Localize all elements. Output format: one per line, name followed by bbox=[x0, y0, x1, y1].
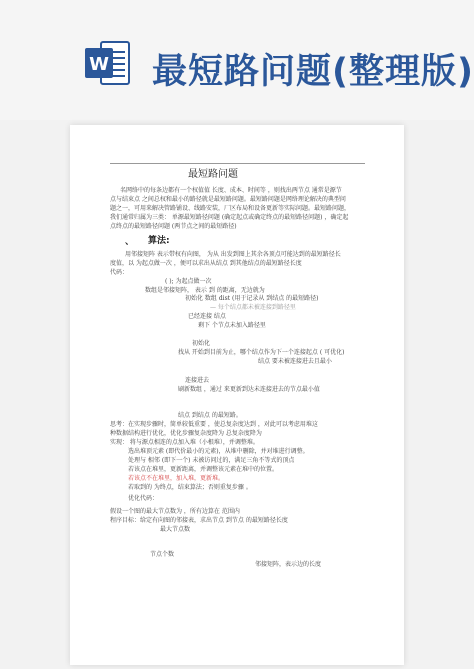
intro-line: 点与结束点 之间总权和最小的路径就是最短路问题。最短路问题是网络理论解决的典型问 bbox=[110, 196, 346, 203]
body-line: 若该点在堆里，更新距离，并调整该元素在堆中的位置。 bbox=[128, 466, 279, 473]
code-line: 找从 开始到目前为止，哪个结点作为下一个连接起点 ( 可优化) bbox=[178, 349, 345, 356]
body-line: 度值，以 为起点做一次 ，便可以求出从结点 到其他结点的最短路径长度 bbox=[110, 260, 302, 267]
section-heading: 算法: bbox=[148, 236, 170, 246]
svg-text:W: W bbox=[89, 54, 109, 75]
code-line: 初始化 数组 dist (用于记录从 到结点 的最短路径) bbox=[185, 295, 319, 302]
body-line: 思考：在实现步骤时，简单较低重要 ，使总复杂度达到 ，对此可以考虑用堆这 bbox=[110, 421, 318, 428]
intro-line: 题之一，可用来解决管路铺设、线路安装，厂区布局和设备更新等实际问题。最短路问题， bbox=[110, 205, 351, 212]
bullet-mark: 、 bbox=[125, 237, 135, 247]
code-line: — 每个结点都未被连接到路径里 bbox=[210, 304, 296, 311]
body-line: 若该点不在堆里，加入堆，更新堆。 bbox=[128, 475, 225, 482]
body-line: 种数据结构进行优化，优化步骤复杂度降为 总复杂度降为 bbox=[110, 430, 262, 437]
intro-line: 名网络中的每条边都有一个权值值 长度、成本、时间等 ，则找出两节点 通常是源节 bbox=[120, 187, 342, 194]
header-rule bbox=[110, 163, 365, 164]
body-line: 邻接矩阵，表示边的长度 bbox=[255, 561, 322, 568]
body-line: 实现： 将与源点相连的点加入堆（小根堆），并调整堆。 bbox=[110, 439, 259, 446]
body-line: 若取到的 为终点，结束算法；否则重复步骤 。 bbox=[128, 484, 252, 491]
doc-title: 最短路问题 bbox=[188, 169, 238, 180]
code-line: 结点 要未被连接进去且最小 bbox=[258, 358, 332, 365]
code-line: ( ); 为起点做一次 bbox=[165, 278, 212, 285]
code-line: 初始化 bbox=[192, 340, 211, 347]
body-line: 节点个数 bbox=[150, 551, 175, 558]
intro-line: 我们通常归属为三类： 单源最短路径问题 (确定起点或确定终点的最短路径问题) ，确定起 bbox=[110, 214, 349, 221]
code-line: 剩下 个节点未加入路径里 bbox=[198, 322, 266, 329]
body-line: 选出堆顶元素 (即代价最小的元素)，从堆中删除，并对堆进行调整。 bbox=[128, 448, 309, 455]
code-line: 刷新数组 ，通过 来更新到达未连接进去的节点最小值 bbox=[178, 386, 320, 393]
intro-line: 点终点的最短路径问题 (两节点之间的最短路径) bbox=[110, 223, 237, 230]
body-line: 结点 到结点 的最短路。 bbox=[178, 412, 242, 419]
body-line: 最大节点数 bbox=[160, 526, 191, 533]
body-line: 优化代码： bbox=[128, 495, 159, 502]
body-line: 程序目标：给定有向图的邻接表，求出节点 到节点 的最短路径长度 bbox=[110, 517, 288, 524]
document-page bbox=[70, 125, 404, 665]
body-line: 假设一个图的最大节点数为 ，所有边算在 范围内 bbox=[110, 508, 240, 515]
code-line: 已经连接 结点 bbox=[188, 313, 226, 320]
body-line: 处理与 相邻 (即下一个) 未被访问过的，满足三角不等式的顶点 bbox=[128, 457, 295, 464]
word-icon bbox=[83, 38, 133, 88]
code-line: 连接进去 bbox=[185, 377, 210, 384]
banner bbox=[0, 0, 474, 120]
code-line: 数组是邻接矩阵， 表示 到 的距离，无边就为 bbox=[145, 287, 265, 294]
body-line: 代码： bbox=[110, 269, 129, 276]
body-line: 用邻接矩阵 表示带权有向图， 为从 出发到图上其余各顶点可能达到的最短路径长 bbox=[125, 251, 341, 258]
banner-title: 最短路问题(整理版) bbox=[152, 52, 474, 92]
